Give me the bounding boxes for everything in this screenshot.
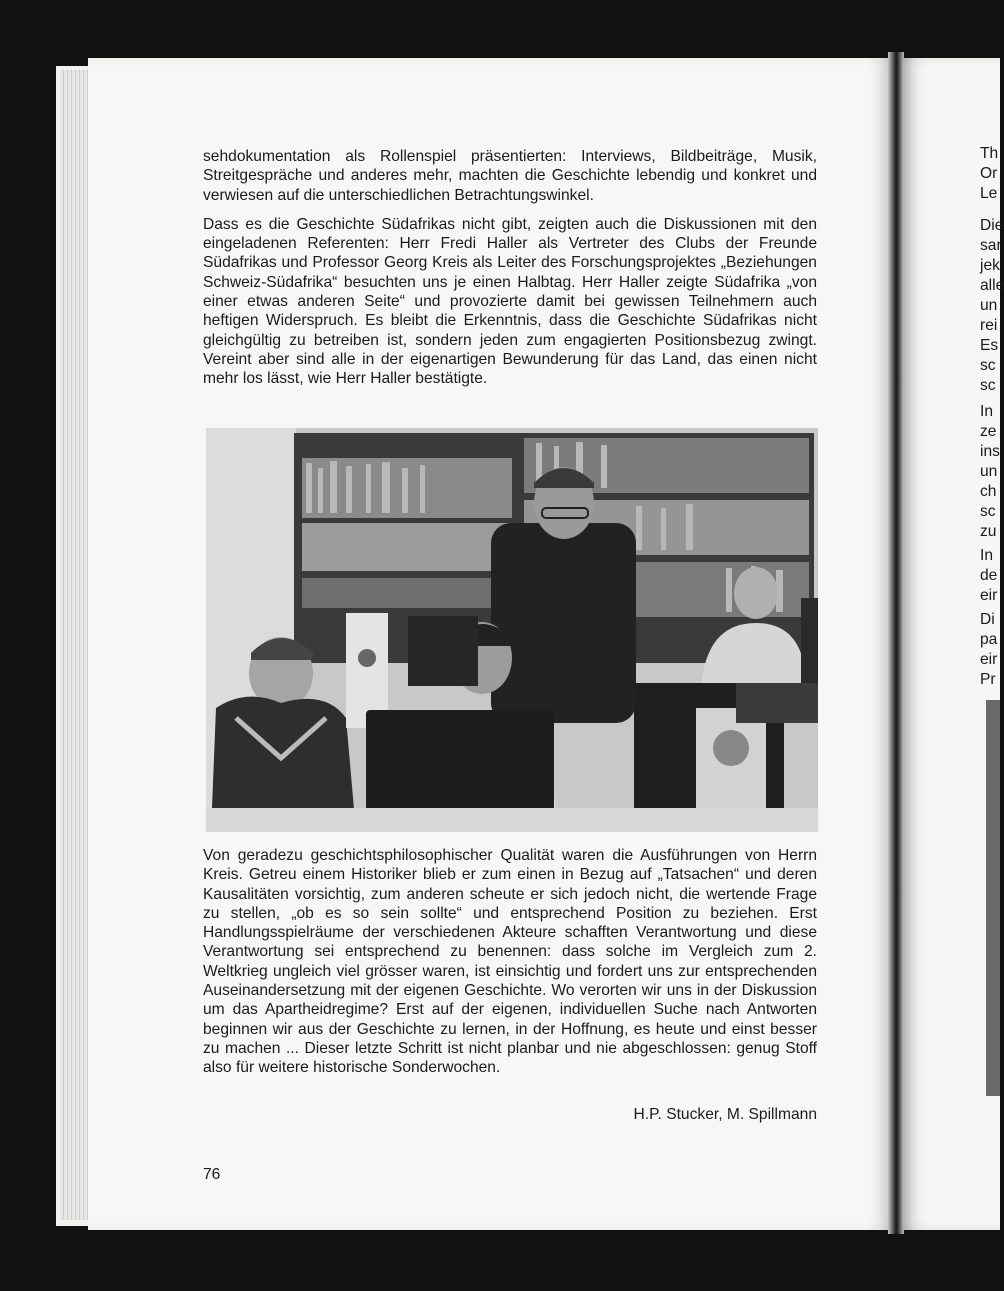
right-page-fragment: zu [980,523,997,540]
body-text-top [203,147,817,399]
right-page-fragment: ze [980,423,997,440]
right-page-fragment: alle [980,277,1004,294]
page-number: 76 [203,1166,221,1183]
right-page-fragment: In [980,403,994,420]
right-page-fragment: jek [980,257,1000,274]
right-page-fragment: Di [980,611,995,628]
right-page-fragment: un [980,463,998,480]
right-page-fragment: sar [980,237,1002,254]
page-edge-lines [60,70,88,1220]
right-page-photo-fragment [986,700,1000,1096]
right-page-fragment: Die [980,217,1004,234]
right-page-fragment: Pr [980,671,996,688]
right-page-fragment: eir [980,587,998,604]
right-page-fragment: Or [980,165,998,182]
right-page-fragment: un [980,297,998,314]
paragraph-3: Von geradezu geschichtsphilosophischer Qualität waren die Ausführungen von Herrn Kreis. Getreu einem Historiker blieb er zum einen in Bezug auf „Tatsachen“ und deren Kausalitäten vorsichtig, zum anderen scheute er sich jedoch nicht, die wertende Frage zu stellen, „ob es so sein sollte“ und entsprechend Position zu beziehen. Erst Handlungsspielräume der verschiedenen Akteure schafften Verantwortung und diese Verantwortung sei entsprechend zu benennen: dass solche im Vergleich zum 2. Weltkrieg ungleich viel grösser waren, ist einsichtig und fordert uns zur entsprechenden Auseinandersetzung mit der eigenen Geschichte. Wo verorten wir uns in der Diskussion um das Apartheidregime? Erst auf der eigenen, individuellen Suche nach Antworten beginnen wir aus der Geschichte zu lernen, in der Hoffnung, es heute und einst besser zu machen ... Dieser letzte Schritt ist nicht planbar und nie abgeschlossen: genug Stoff also für weitere historische Sonderwochen. [203,847,817,1077]
right-page-fragment: ch [980,483,997,500]
right-page-fragment: eir [980,651,998,668]
right-page-fragment: pa [980,631,998,648]
author-signature: H.P. Stucker, M. Spillmann [633,1106,817,1123]
right-page-fragment: In [980,547,994,564]
paragraph-2: Dass es die Geschichte Südafrikas nicht gibt, zeigten auch die Diskussionen mit den eingeladenen Referenten: Herr Fredi Haller als Vertreter des Clubs der Freunde Südafrikas und Professor Georg Kreis als Leiter des Forschungsprojektes „Beziehungen Schweiz-Südafrika“ besuchten uns je einen Halbtag. Herr Haller zeigte Südafrika „von einer etwas anderen Seite“ und provozierte damit bei gewissen Teilnehmern auch heftigen Widerspruch. Es bleibt die Erkenntnis, dass die Geschichte Südafrikas nicht gleichgültig zu betreiben ist, sondern jeden zum engagierten Positionsbezug zwingt. Vereint aber sind alle in der eigenartigen Bewunderung für das Land, das einen nicht mehr los lässt, wie Herr Haller bestätigte. [203,215,817,388]
right-page-fragment: sc [980,503,996,520]
right-page-fragment: sc [980,357,996,374]
right-page-fragment: rei [980,317,998,334]
paragraph-1: sehdokumentation als Rollenspiel präsentierten: Interviews, Bildbeiträge, Musik, Streitgespräche und anderes mehr, machten die Geschichte lebendig und konkret und verwiesen auf die unterschiedlichen Betrachtungswinkel. [203,148,817,204]
right-page-fragment: de [980,567,998,584]
right-page-fragment: Le [980,185,998,202]
right-page-fragment: Es [980,337,999,354]
body-text-bottom [203,846,817,1088]
classroom-photo [206,428,818,832]
right-page-fragment: ins [980,443,1000,460]
right-page-fragment: sc [980,377,996,394]
right-page-fragment: Th [980,145,999,162]
